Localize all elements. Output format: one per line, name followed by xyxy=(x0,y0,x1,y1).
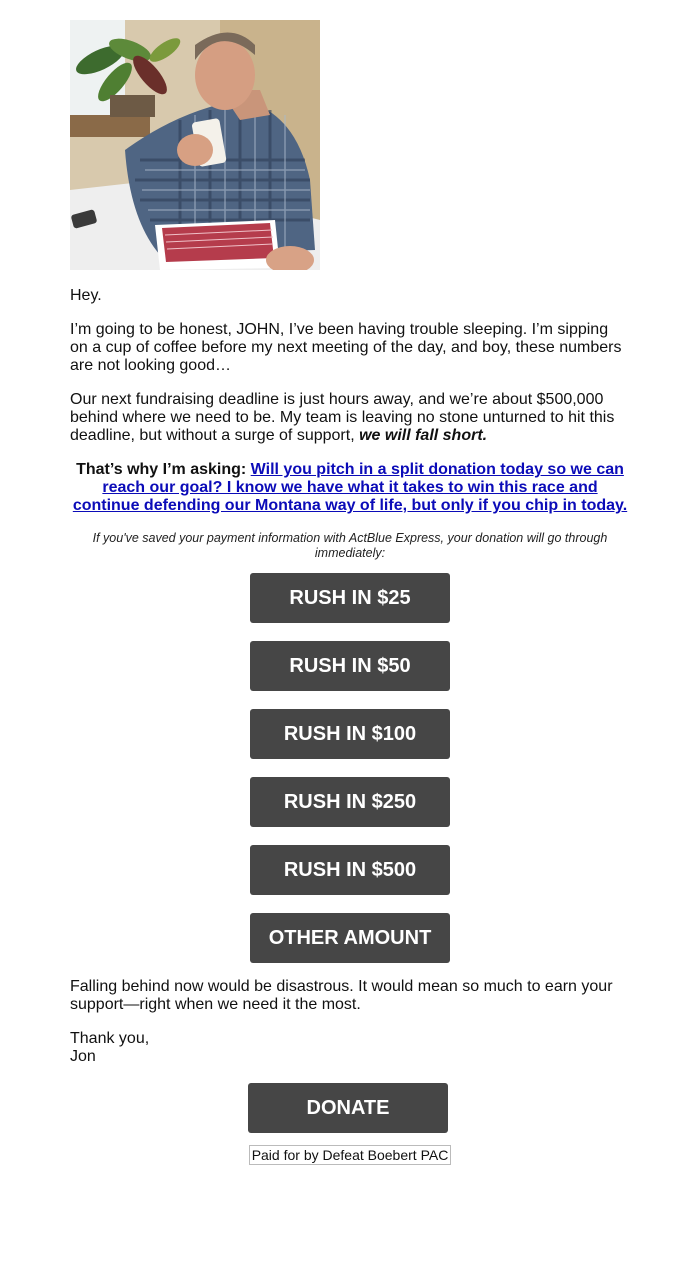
deadline-paragraph xyxy=(70,391,630,445)
email-body xyxy=(70,20,630,1165)
signature-text: Jon xyxy=(70,1048,96,1065)
rush-500-button[interactable]: RUSH IN $500 xyxy=(250,845,450,895)
donation-ask-link[interactable]: Will you pitch in a split donation today so we can reach our goal? I know we have what it takes to win this race and continue defending our Montana way of life, but only if you chip in today. xyxy=(72,461,628,514)
greeting-text: Hey. xyxy=(70,287,102,304)
signoff-block xyxy=(70,1030,630,1066)
intro-paragraph: I’m going to be honest, JOHN, I’ve been having trouble sleeping. I’m sipping on a cup of coffee before my next meeting of the day, and boy, these numbers are not looking good… xyxy=(70,321,622,374)
closing-paragraph: Falling behind now would be disastrous. It would mean so much to earn your support—right when we need it the most. xyxy=(70,978,613,1013)
paid-for-disclaimer: Paid for by Defeat Boebert PAC xyxy=(249,1145,452,1165)
actblue-express-note: If you've saved your payment information with ActBlue Express, your donation will go through immediately: xyxy=(92,531,608,560)
donate-button[interactable]: DONATE xyxy=(248,1083,448,1133)
deadline-emphasis: we will fall short. xyxy=(359,427,488,444)
disclaimer-wrapper xyxy=(70,1145,630,1165)
ask-lead: That’s why I’m asking: xyxy=(76,461,251,478)
rush-100-button[interactable]: RUSH IN $100 xyxy=(250,709,450,759)
rush-25-button[interactable]: RUSH IN $25 xyxy=(250,573,450,623)
header-photo xyxy=(70,20,320,270)
other-amount-button[interactable]: OTHER AMOUNT xyxy=(250,913,450,963)
deadline-text: Our next fundraising deadline is just hours away, and we’re about $500,000 behind where we need to be. My team is leaving no stone unturned to hit this deadline, but without a surge of support, xyxy=(70,391,615,444)
signoff-text: Thank you, xyxy=(70,1030,150,1047)
rush-50-button[interactable]: RUSH IN $50 xyxy=(250,641,450,691)
rush-250-button[interactable]: RUSH IN $250 xyxy=(250,777,450,827)
donation-button-list xyxy=(70,573,630,963)
ask-paragraph xyxy=(70,461,630,515)
donate-wrapper xyxy=(70,1083,630,1133)
